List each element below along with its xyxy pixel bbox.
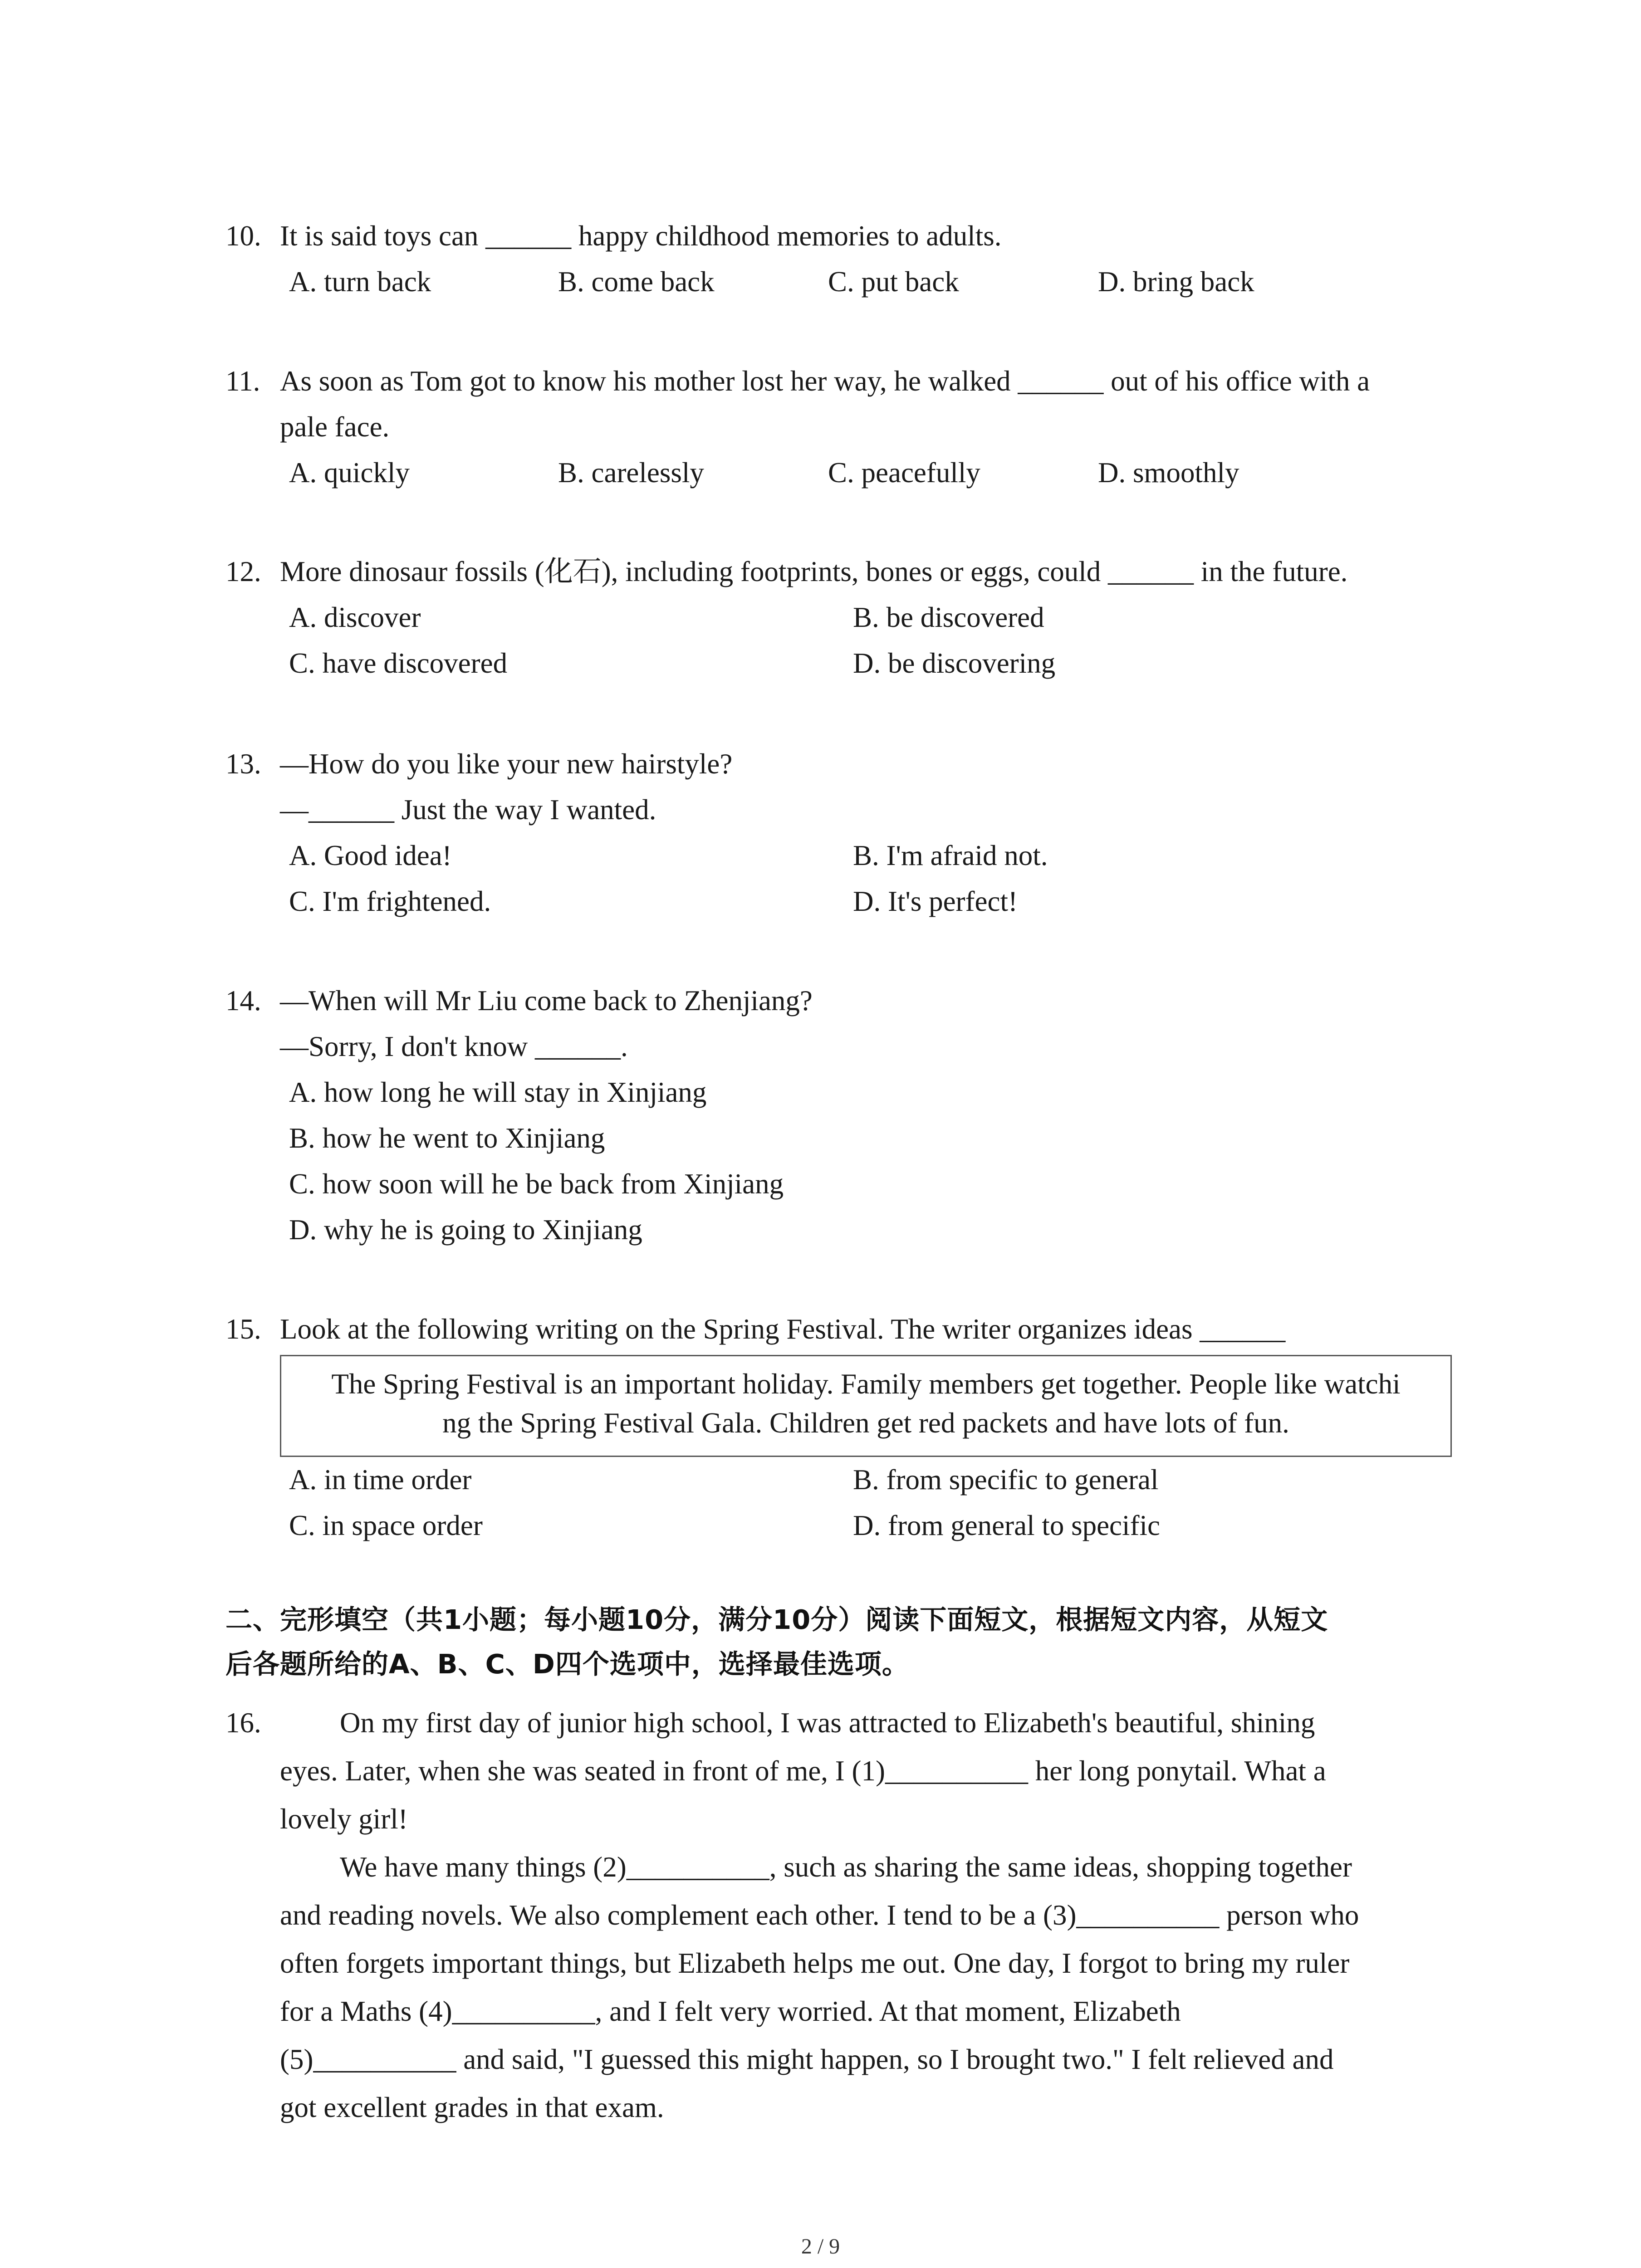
- question-number: 11.: [225, 365, 260, 397]
- option-d: D. It's perfect!: [853, 885, 1018, 917]
- section-heading-line: 二、完形填空（共1小题；每小题10分，满分10分）阅读下面短文，根据短文内容，从短文: [225, 1604, 1328, 1635]
- passage-line: for a Maths (4)__________, and I felt very worried. At that moment, Elizabeth: [280, 1995, 1181, 2027]
- section-heading: [225, 1598, 1460, 1686]
- question-stem: More dinosaur fossils (化石), including footprints, bones or eggs, could ______ in the future.: [280, 556, 1348, 587]
- page-number: 2 / 9: [801, 2234, 840, 2258]
- passage-line: lovely girl!: [280, 1803, 408, 1835]
- question-stem: —When will Mr Liu come back to Zhenjiang?: [280, 985, 813, 1017]
- option-b: B. I'm afraid not.: [853, 840, 1048, 871]
- question-number: 12.: [225, 556, 261, 587]
- question-stem-continued: —Sorry, I don't know ______.: [280, 1031, 628, 1062]
- question-stem: It is said toys can ______ happy childhood memories to adults.: [280, 220, 1002, 252]
- option-c: C. in space order: [289, 1510, 483, 1541]
- option-d: D. be discovering: [853, 647, 1056, 679]
- question-stem-continued: —______ Just the way I wanted.: [280, 794, 656, 826]
- passage-line: On my first day of junior high school, I was attracted to Elizabeth's beautiful, shining: [340, 1707, 1315, 1739]
- option-c: C. put back: [828, 266, 959, 298]
- question-number: 10.: [225, 220, 261, 252]
- writing-sample-line: The Spring Festival is an important holiday. Family members get together. People like watchi: [331, 1368, 1401, 1400]
- passage-line: eyes. Later, when she was seated in front of me, I (1)__________ her long ponytail. What a: [280, 1755, 1326, 1787]
- passage-line: (5)__________ and said, "I guessed this might happen, so I brought two." I felt relieved and: [280, 2043, 1334, 2075]
- option-c: C. have discovered: [289, 647, 508, 679]
- option-b: B. be discovered: [853, 601, 1044, 633]
- option-b: B. carelessly: [558, 457, 704, 489]
- passage-line: often forgets important things, but Elizabeth helps me out. One day, I forgot to bring my ruler: [280, 1947, 1350, 1979]
- option-a: A. Good idea!: [289, 840, 452, 871]
- option-a: A. in time order: [289, 1464, 472, 1496]
- writing-sample-line: ng the Spring Festival Gala. Children get red packets and have lots of fun.: [442, 1407, 1289, 1439]
- question-stem: —How do you like your new hairstyle?: [280, 748, 733, 780]
- question-stem: Look at the following writing on the Spring Festival. The writer organizes ideas ______: [280, 1313, 1286, 1345]
- passage-line: got excellent grades in that exam.: [280, 2092, 664, 2123]
- writing-sample-box: [280, 1355, 1452, 1457]
- question-number: 16.: [225, 1707, 261, 1739]
- option-b: B. from specific to general: [853, 1464, 1159, 1496]
- option-b: B. come back: [558, 266, 715, 298]
- option-c: C. peacefully: [828, 457, 980, 489]
- question-number: 13.: [225, 748, 261, 780]
- option-c: C. how soon will he be back from Xinjiang: [289, 1168, 784, 1200]
- option-b: B. how he went to Xinjiang: [289, 1122, 605, 1154]
- option-d: D. from general to specific: [853, 1510, 1160, 1541]
- option-a: A. discover: [289, 601, 421, 633]
- section-heading-line: 后各题所给的A、B、C、D四个选项中，选择最佳选项。: [225, 1648, 909, 1680]
- option-a: A. quickly: [289, 457, 410, 489]
- question-stem: As soon as Tom got to know his mother lost her way, he walked ______ out of his office with a: [280, 365, 1370, 397]
- passage-line: and reading novels. We also complement each other. I tend to be a (3)__________ person who: [280, 1899, 1359, 1931]
- option-d: D. smoothly: [1098, 457, 1239, 489]
- question-stem-continued: pale face.: [280, 411, 390, 443]
- option-d: D. why he is going to Xinjiang: [289, 1214, 642, 1246]
- question-number: 15.: [225, 1313, 261, 1345]
- option-d: D. bring back: [1098, 266, 1254, 298]
- option-a: A. turn back: [289, 266, 431, 298]
- option-a: A. how long he will stay in Xinjiang: [289, 1076, 707, 1108]
- passage-line: We have many things (2)__________, such as sharing the same ideas, shopping together: [340, 1851, 1352, 1883]
- option-c: C. I'm frightened.: [289, 885, 491, 917]
- question-number: 14.: [225, 985, 261, 1017]
